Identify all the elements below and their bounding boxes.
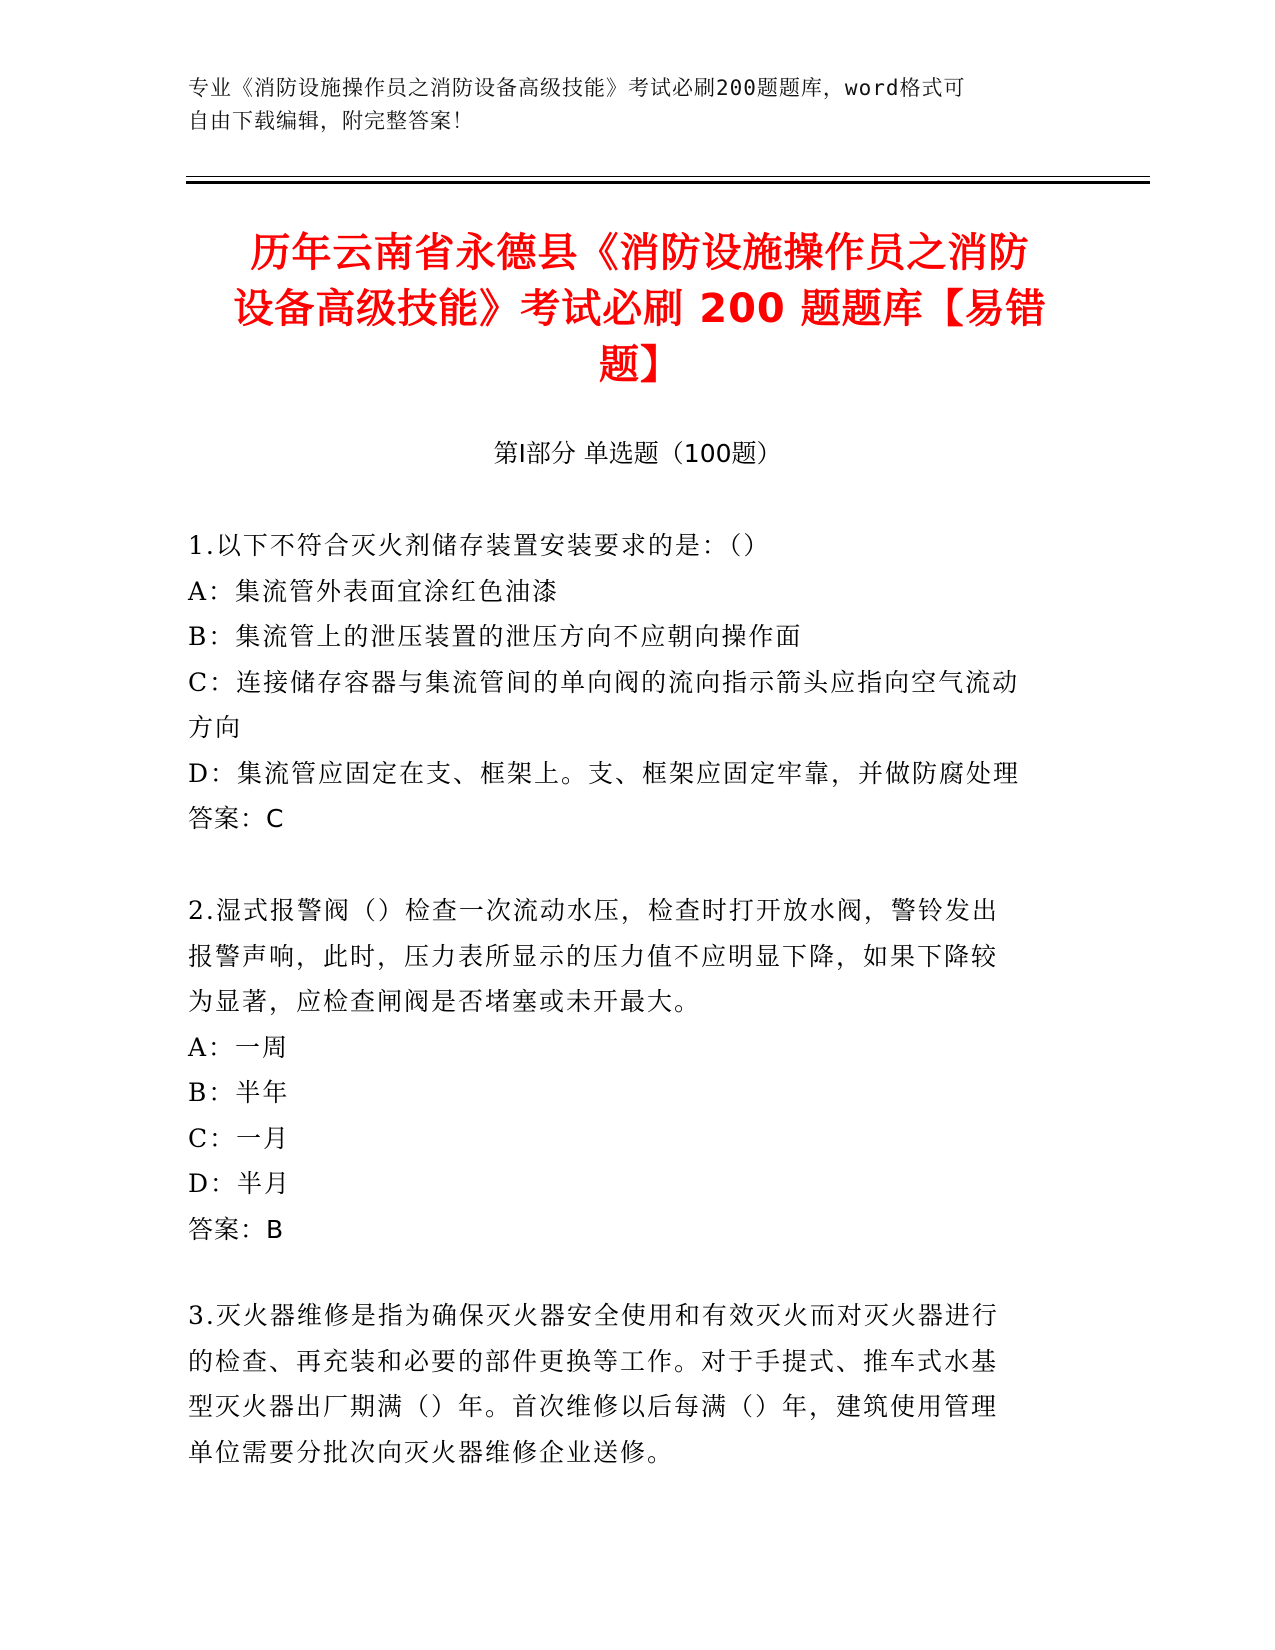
answer-line: 答案：C [188, 804, 285, 833]
question-stem: 的检查、再充装和必要的部件更换等工作。对于手提式、推车式水基 [188, 1346, 999, 1376]
header-note-line: 自由下载编辑，附完整答案！ [188, 109, 474, 133]
option-c: C：连接储存容器与集流管间的单向阀的流向指示箭头应指向空气流动 [188, 667, 1020, 697]
question-block [188, 523, 1068, 842]
question-block [188, 888, 1068, 1252]
document-title [190, 225, 1090, 393]
question-stem: 3.灭火器维修是指为确保灭火器安全使用和有效灭火而对灭火器进行 [188, 1301, 999, 1330]
header-divider-thick [186, 181, 1150, 184]
document-title-line: 设备高级技能》考试必刷 200 题题库【易错 [233, 286, 1047, 332]
question-stem: 型灭火器出厂期满（）年。首次维修以后每满（）年，建筑使用管理 [188, 1392, 999, 1421]
document-title-line: 历年云南省永德县《消防设施操作员之消防 [250, 230, 1030, 276]
option-c: C：一月 [188, 1123, 291, 1153]
answer-line: 答案：B [188, 1214, 285, 1244]
option-d: D：半月 [188, 1169, 292, 1198]
question-stem: 2.湿式报警阀（）检查一次流动水压，检查时打开放水阀，警铃发出 [188, 896, 999, 925]
section-title: 第Ⅰ部分 单选题（100题） [493, 439, 782, 468]
document-title-line: 题】 [599, 342, 681, 388]
question-stem: 1.以下不符合灭火剂储存装置安装要求的是：（） [188, 531, 771, 560]
header-divider-thin [186, 176, 1150, 177]
option-a: A：集流管外表面宜涂红色油漆 [188, 576, 560, 606]
header-note-line: 专业《消防设施操作员之消防设备高级技能》考试必刷200题题库，word格式可 [188, 76, 966, 100]
option-d: D：集流管应固定在支、框架上。支、框架应固定牢靠，并做防腐处理 [188, 758, 1021, 788]
option-b: B：半年 [188, 1078, 290, 1107]
question-stem: 报警声响，此时，压力表所显示的压力值不应明显下降，如果下降较 [188, 941, 999, 971]
question-stem: 单位需要分批次向灭火器维修企业送修。 [188, 1437, 675, 1467]
option-a: A：一周 [188, 1032, 290, 1062]
header-note [188, 72, 1088, 138]
option-b: B：集流管上的泄压装置的泄压方向不应朝向操作面 [188, 622, 803, 651]
question-stem: 为显著，应检查闸阀是否堵塞或未开最大。 [188, 987, 702, 1016]
option-c-continued: 方向 [188, 713, 243, 742]
question-block [188, 1293, 1068, 1475]
